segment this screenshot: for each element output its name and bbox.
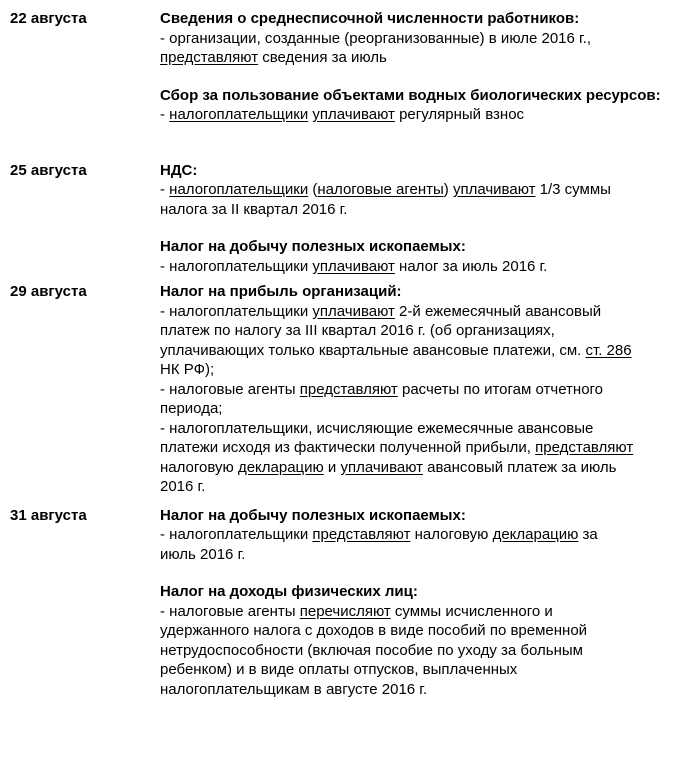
text-run: июль 2016 г. — [160, 545, 246, 563]
tax-topic-heading: Сведения о среднесписочной численности работников: — [160, 10, 580, 27]
text-line — [160, 105, 680, 125]
text-line — [160, 200, 680, 220]
term-link[interactable]: налогоплательщики — [169, 181, 309, 198]
tax-item-paragraph — [160, 29, 680, 68]
text-line — [160, 48, 680, 68]
text-line — [160, 641, 680, 661]
tax-item-paragraph — [160, 419, 680, 497]
text-line — [160, 419, 680, 439]
text-line — [160, 29, 680, 49]
tax-item-paragraph — [160, 602, 680, 700]
tax-item-paragraph — [160, 180, 680, 219]
calendar-entry — [10, 506, 680, 700]
term-link[interactable]: уплачивают — [312, 302, 395, 320]
text-line — [160, 458, 680, 478]
text-run: ( — [308, 181, 318, 198]
text-run: авансовый платеж за июль — [423, 458, 617, 476]
term-link[interactable]: представляют — [160, 49, 259, 66]
text-run: ) — [443, 181, 453, 198]
term-link[interactable]: представляют — [312, 526, 411, 543]
term-link[interactable]: налоговые агенты — [317, 181, 444, 198]
text-run: - — [160, 181, 170, 198]
text-line — [160, 602, 680, 622]
text-line — [160, 302, 680, 322]
text-run: сведения за июль — [258, 49, 387, 66]
text-run: - налоговые агенты — [160, 380, 300, 398]
term-link[interactable]: декларацию — [237, 458, 324, 476]
text-run: 2-й ежемесячный авансовый — [394, 302, 602, 320]
tax-item-paragraph — [160, 525, 680, 564]
term-link[interactable]: налогоплательщики — [169, 106, 309, 123]
tax-topic-heading: Налог на добычу полезных ископаемых: — [160, 238, 466, 255]
term-link[interactable]: уплачивают — [452, 181, 536, 198]
term-link[interactable]: ст. 286 — [585, 341, 632, 359]
text-run: за — [578, 526, 598, 543]
text-run: удержанного налога с доходов в виде пособий по временной — [160, 622, 588, 639]
text-line — [160, 257, 680, 277]
text-run: платеж по налогу за III квартал 2016 г. (об организациях, — [160, 322, 555, 339]
text-run: - — [160, 106, 170, 123]
text-line — [160, 438, 680, 458]
tax-item-paragraph — [160, 105, 680, 125]
text-run: налоговую — [160, 458, 238, 476]
entry-content — [160, 161, 680, 277]
tax-block — [160, 86, 680, 125]
calendar-entry — [10, 9, 680, 125]
tax-block — [160, 9, 680, 68]
text-run: налог за июль 2016 г. — [394, 257, 548, 275]
text-run: налога за II квартал 2016 г. — [160, 200, 348, 218]
text-run: ребенком) и в виде оплаты отпусков, выплаченных — [160, 661, 518, 678]
text-run: 2016 г. — [160, 478, 206, 495]
text-line — [160, 341, 680, 361]
text-run: - налогоплательщики, исчисляющие ежемесячные авансовые — [160, 419, 594, 437]
text-line — [160, 360, 680, 380]
text-line — [160, 525, 680, 545]
entry-date: 25 августа — [10, 161, 87, 179]
term-link[interactable]: перечисляют — [299, 602, 391, 620]
text-line — [160, 660, 680, 680]
text-run: - налогоплательщики — [160, 302, 313, 320]
entry-content — [160, 9, 680, 125]
text-run: - налогоплательщики — [160, 257, 313, 275]
tax-item-paragraph — [160, 302, 680, 380]
calendar-entry — [10, 282, 680, 497]
text-run: регулярный взнос — [394, 106, 525, 123]
text-run: НК РФ); — [160, 361, 215, 378]
tax-block — [160, 582, 680, 699]
text-run: налогоплательщикам в августе 2016 г. — [160, 680, 428, 698]
text-run: периода; — [160, 400, 223, 417]
term-link[interactable]: уплачивают — [312, 106, 395, 123]
entry-content — [160, 506, 680, 700]
tax-topic-heading: НДС: — [160, 161, 198, 179]
tax-topic-heading: Налог на прибыль организаций: — [160, 283, 402, 300]
text-run: суммы исчисленного и — [390, 602, 553, 620]
text-run: расчеты по итогам отчетного — [397, 380, 604, 398]
term-link[interactable]: декларацию — [492, 526, 579, 543]
text-run: - налогоплательщики — [160, 526, 313, 543]
tax-block — [160, 161, 680, 220]
entry-date: 29 августа — [10, 283, 87, 300]
tax-topic-heading: Налог на добычу полезных ископаемых: — [160, 506, 466, 524]
term-link[interactable]: представляют — [299, 380, 398, 398]
tax-topic-heading: Сбор за пользование объектами водных биологических ресурсов: — [160, 86, 661, 104]
tax-block — [160, 282, 680, 497]
tax-topic-heading: Налог на доходы физических лиц: — [160, 583, 418, 600]
text-line — [160, 180, 680, 200]
text-line — [160, 380, 680, 400]
text-run: - налоговые агенты — [160, 602, 300, 620]
text-run: налоговую — [410, 526, 493, 543]
text-line — [160, 399, 680, 419]
text-line — [160, 477, 680, 497]
text-run: 1/3 суммы — [535, 181, 611, 198]
entry-date: 22 августа — [10, 10, 87, 27]
text-line — [160, 321, 680, 341]
term-link[interactable]: представляют — [535, 439, 634, 456]
tax-block — [160, 506, 680, 565]
text-run: и — [323, 458, 341, 476]
text-run: нетрудоспособности (включая пособие по уходу за больным — [160, 641, 583, 659]
text-run: уплачивающих только квартальные авансовые платежи, см. — [160, 341, 586, 359]
calendar-entry — [10, 161, 680, 277]
text-run: - организации, созданные (реорганизованные) в июле 2016 г., — [160, 29, 592, 47]
term-link[interactable]: уплачивают — [340, 458, 423, 476]
text-run: платежи исходя из фактически полученной прибыли, — [160, 439, 536, 456]
entry-date: 31 августа — [10, 506, 87, 524]
tax-item-paragraph — [160, 380, 680, 419]
entry-content — [160, 282, 680, 497]
text-line — [160, 545, 680, 565]
text-line — [160, 621, 680, 641]
text-line — [160, 680, 680, 700]
term-link[interactable]: уплачивают — [312, 257, 395, 275]
tax-item-paragraph — [160, 257, 680, 277]
tax-block — [160, 237, 680, 276]
